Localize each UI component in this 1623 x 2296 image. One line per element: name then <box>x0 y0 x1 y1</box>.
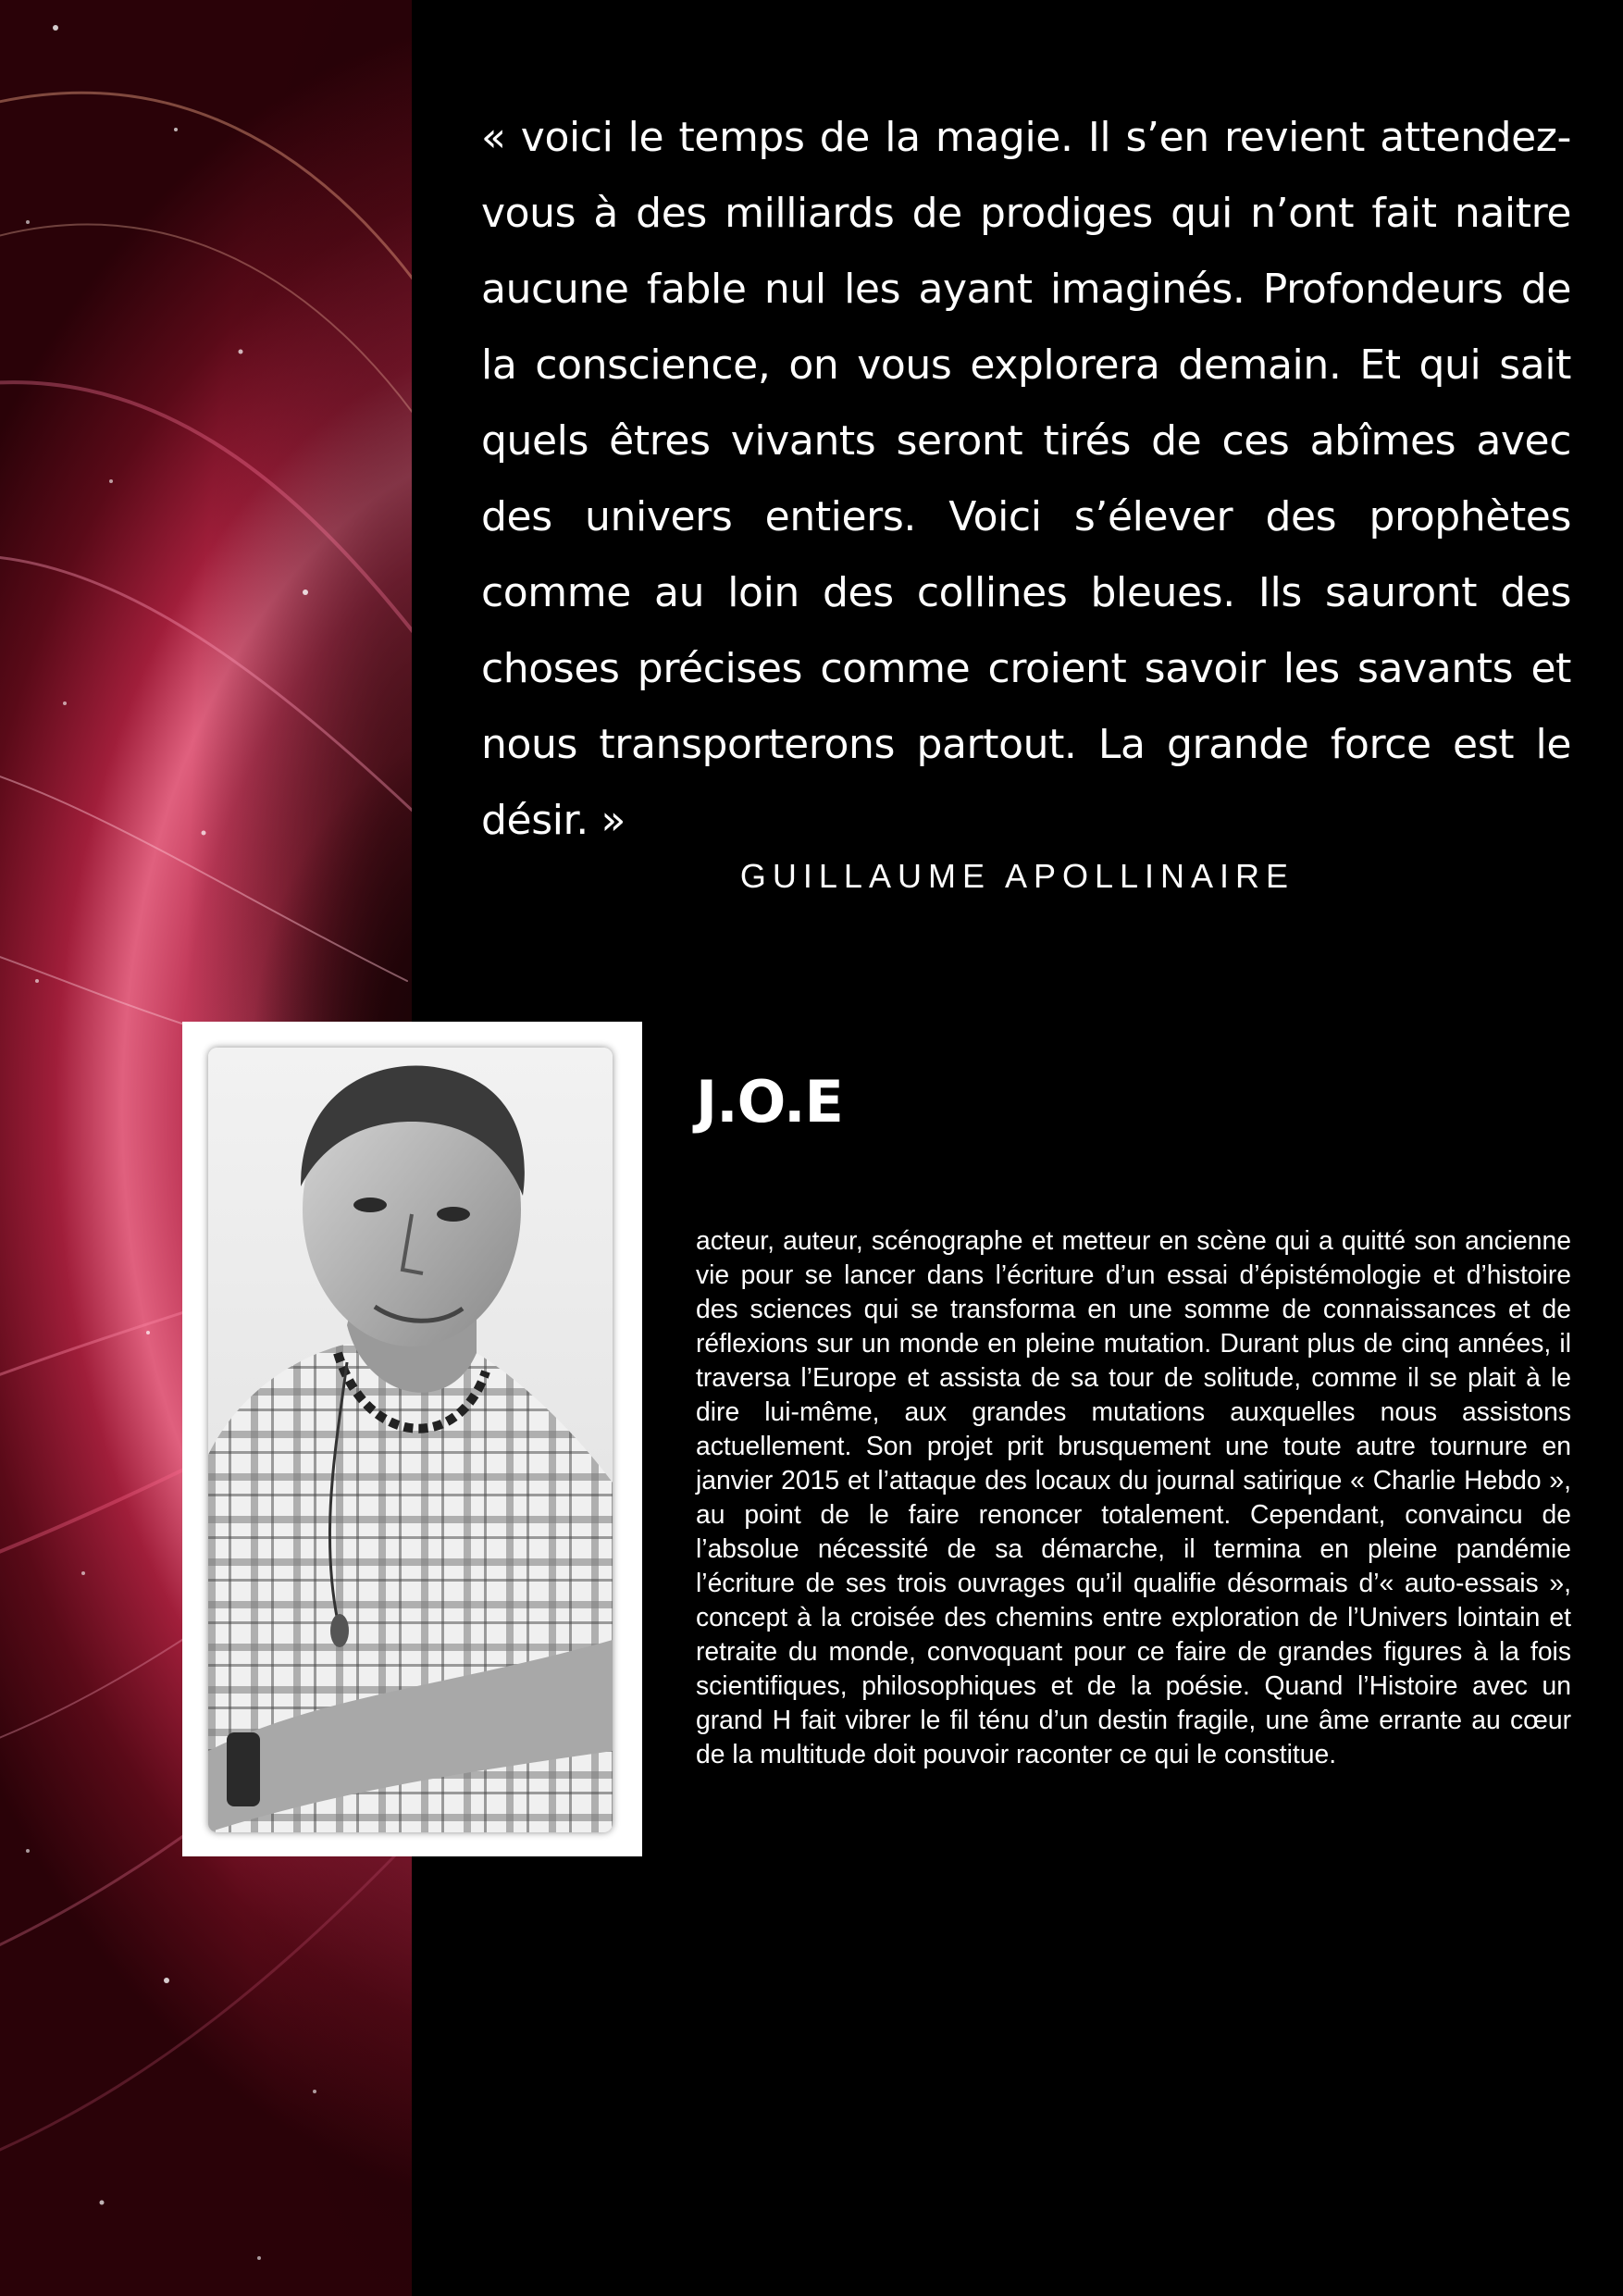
quote-text: « voici le temps de la magie. Il s’en revient attendez-vous à des milliards de prodiges qui n’ont fait naitre aucune fable nul les ayant imaginés. Profondeurs de la conscience, on vous explorera demain. Et qui sait quels êtres vivants seront tirés de ces abîmes avec des univers entiers. Voici s’élever des prophètes comme au loin des collines bleues. Ils sauront des choses précises comme croient savoir les savants et nous transporterons partout. La grande force est le désir. » <box>481 114 1571 844</box>
author-bio-text: acteur, auteur, scénographe et metteur en scène qui a quitté son ancienne vie pour se lancer dans l’écriture d’un essai d’épistémologie et d’histoire des sciences qui se transforma en une somme de connaissances et de réflexions sur un monde en pleine mutation. Durant plus de cinq années, il traversa l’Europe et assista de sa tour de solitude, comme il se plait à le dire lui-même, aux grandes mutations auxquelles nous assistons actuellement. Son projet prit brusquement une toute autre tournure en janvier 2015 et l’attaque des locaux du journal satirique « Charlie Hebdo », au point de le faire renoncer totalement. Cependant, convaincu de l’absolue nécessité de sa démarche, il termina en pleine pandémie l’écriture de ses trois ouvrages qu’il qualifie désormais d’« auto-essais », concept à la croisée des chemins entre exploration de l’Univers lointain et retraite du monde, convoquant pour ce faire de grandes figures à la fois scientifiques, philosophiques et de la poésie. Quand l’Histoire avec un grand H fait vibrer le fil ténu d’un destin fragile, une âme errante au cœur de la multitude doit pouvoir raconter ce qui le constitue. <box>696 1225 1571 1769</box>
quote-author: GUILLAUME APOLLINAIRE <box>739 857 1295 895</box>
portrait-illustration <box>208 1048 613 1832</box>
author-name-heading: J.O.E <box>696 1068 843 1136</box>
author-portrait-photo <box>208 1048 613 1832</box>
author-photo-frame <box>182 1022 642 1856</box>
